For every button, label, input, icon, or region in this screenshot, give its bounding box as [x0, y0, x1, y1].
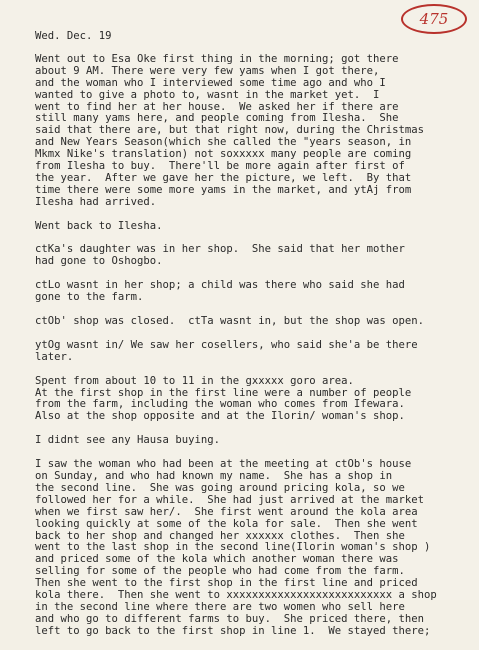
- text-line: ytOg wasnt in/ We saw her cosellers, who said she'a be there: [35, 338, 418, 351]
- text-line: ctLo wasnt in her shop; a child was there who said she had: [35, 279, 405, 292]
- paragraph: [35, 316, 475, 328]
- text-line: in the second line where there are two women who sell here: [35, 600, 405, 613]
- page-number-circle: 475: [401, 4, 467, 34]
- text-line: about 9 AM. There were very few yams when I got there,: [35, 64, 380, 77]
- text-line: ctOb' shop was closed. ctTa wasnt in, but the shop was open.: [35, 315, 425, 328]
- text-line: I didnt see any Hausa buying.: [35, 434, 220, 447]
- text-line: and who go to different farms to buy. She priced there, then: [35, 612, 425, 625]
- text-line: had gone to Oshogbo.: [35, 255, 163, 268]
- text-line: the year. After we gave her the picture, we left. By that: [35, 171, 412, 184]
- text-line: from the farm, including the woman who comes from Ifewara.: [35, 398, 405, 411]
- text-line: Ilesha had arrived.: [35, 195, 157, 208]
- text-line: and New Years Season(which she called the "years season, in: [35, 136, 412, 149]
- text-line: kola there. Then she went to xxxxxxxxxxxxxxxxxxxxxxxxxx a shop: [35, 588, 437, 601]
- text-line: when we first saw her/. She first went around the kola area: [35, 505, 418, 518]
- paragraph: [35, 221, 475, 233]
- text-line: gone to the farm.: [35, 291, 144, 304]
- text-line: left to go back to the first shop in line 1. We stayed there;: [35, 624, 431, 637]
- text-line: said that there are, but that right now, during the Christmas: [35, 124, 425, 137]
- text-line: Mkmx Nike's translation) not soxxxxx many people are coming: [35, 148, 412, 161]
- paragraph: [35, 280, 475, 304]
- paragraph: [35, 340, 475, 364]
- text-line: back to her shop and changed her xxxxxx clothes. Then she: [35, 529, 405, 542]
- text-line: still many yams here, and people coming from Ilesha. She: [35, 112, 399, 125]
- text-line: Also at the shop opposite and at the Ilorin/ woman's shop.: [35, 410, 405, 423]
- typed-notes-body: [35, 54, 475, 650]
- text-line: went to find her at her house. We asked her if there are: [35, 100, 399, 113]
- paragraph: [35, 376, 475, 424]
- text-line: and the woman who I interviewed some time ago and who I: [35, 76, 386, 89]
- date-heading: Wed. Dec. 19: [35, 30, 112, 42]
- text-line: on Sunday, and who had known my name. She has a shop in: [35, 470, 393, 483]
- text-line: later.: [35, 350, 74, 363]
- text-line: wanted to give a photo to, wasnt in the market yet. I: [35, 88, 380, 101]
- paragraph: [35, 54, 475, 209]
- text-line: At the first shop in the first line were a number of people: [35, 386, 412, 399]
- text-line: followed her for a while. She had just arrived at the market: [35, 493, 425, 506]
- text-line: Went back to Ilesha.: [35, 219, 163, 232]
- paragraph: [35, 435, 475, 447]
- paragraph: [35, 459, 475, 637]
- text-line: Then she went to the first shop in the first line and priced: [35, 577, 418, 590]
- paragraph: [35, 244, 475, 268]
- text-line: from Ilesha to buy. There'll be more again after first of: [35, 160, 405, 173]
- text-line: the second line. She was going around pricing kola, so we: [35, 481, 405, 494]
- text-line: and priced some of the kola which another woman there was: [35, 553, 399, 566]
- text-line: ctKa's daughter was in her shop. She said that her mother: [35, 243, 405, 256]
- text-line: Spent from about 10 to 11 in the gxxxxx goro area.: [35, 374, 354, 387]
- text-line: I saw the woman who had been at the meeting at ctOb's house: [35, 458, 412, 471]
- text-line: Went out to Esa Oke first thing in the morning; got there: [35, 53, 399, 65]
- text-line: time there were some more yams in the market, and ytAj from: [35, 183, 412, 196]
- text-line: went to the last shop in the second line(Ilorin woman's shop ): [35, 541, 431, 554]
- text-line: selling for some of the people who had come from the farm.: [35, 565, 405, 578]
- text-line: looking quickly at some of the kola for sale. Then she went: [35, 517, 418, 530]
